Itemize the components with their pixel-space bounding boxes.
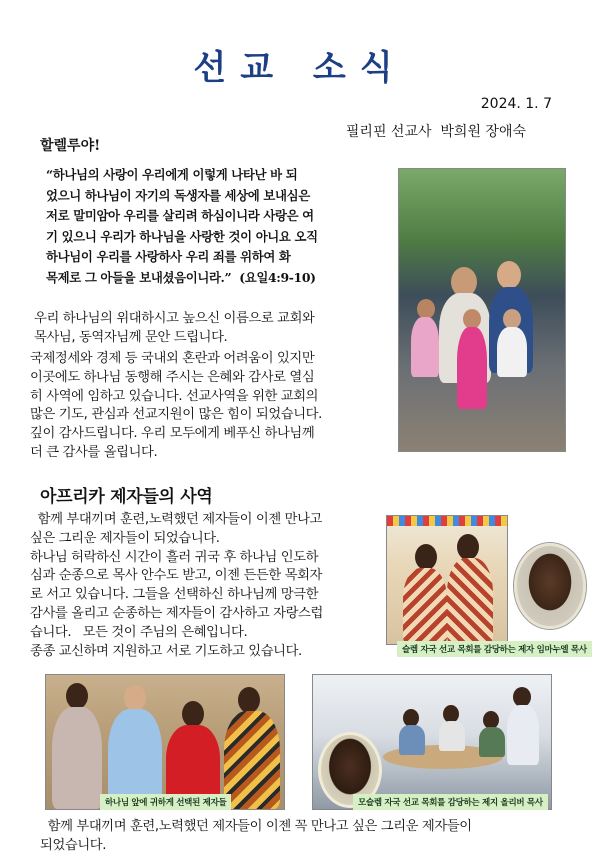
bible-verse: [46, 165, 386, 288]
verse-line: 하나님이 우리를 사랑하사 우리 죄를 위하여 화: [46, 249, 291, 264]
paragraph-line: 감사를 올리고 순종하는 제자들이 감사하고 자랑스럽: [30, 605, 323, 621]
closing-paragraph: [40, 818, 580, 856]
verse-line: 었으니 하나님이 자기의 독생자를 세상에 보내심은: [46, 187, 310, 203]
greeting-paragraph: [34, 310, 389, 348]
paragraph-line: 많은 기도, 관심과 선교지원이 많은 힘이 되었습니다.: [30, 407, 322, 423]
paragraph-line: 종종 교신하며 지원하고 서로 기도하고 있습니다.: [30, 643, 302, 659]
couple-photo: [386, 515, 508, 645]
section-title: 아프리카 제자들의 사역: [40, 487, 213, 507]
newsletter-date: 2024. 1. 7: [480, 96, 552, 112]
disciple-portrait: [514, 543, 586, 629]
verse-line: “하나님의 사랑이 우리에게 이렇게 나타난 바 되: [46, 167, 298, 182]
newsletter-title: 선교 소식: [193, 48, 407, 88]
paragraph-line: 싶은 그리운 제자들이 되었습니다.: [30, 530, 220, 546]
paragraph-line: 함께 부대끼며 훈련,노력했던 제자들이 이젠 만나고: [30, 512, 322, 527]
paragraph-line: 히 사역에 임하고 있습니다. 선교사역을 위한 교회의: [30, 388, 319, 404]
paragraph-line: 로 서고 있습니다. 그들을 선택하신 하나님께 망극한: [30, 587, 319, 603]
group-photo: [45, 674, 285, 810]
verse-line: 저로 말미암아 우리를 살리려 하심이니라 사랑은 여: [46, 208, 314, 223]
paragraph-line: 국제정세와 경제 등 국내외 혼란과 어려움이 있지만: [30, 351, 315, 366]
paragraph-line: 깊이 감사드립니다. 우리 모두에게 베푸신 하나님께: [30, 426, 315, 442]
paragraph-line: 하나님 허락하신 시간이 흘러 귀국 후 하나님 인도하: [30, 549, 319, 565]
greeting: 할렐루야!: [40, 138, 101, 154]
paragraph-line: 습니다. 모든 것이 주님의 은혜입니다.: [30, 624, 248, 640]
paragraph-line: 함께 부대끼며 훈련,노력했던 제자들이 이젠 꼭 만나고 싶은 그리운 제자들이: [40, 819, 472, 834]
caption-disciple: 슬렘 자국 선교 목회를 감당하는 제자 임마누엘 목사: [397, 641, 592, 657]
paragraph-line: 심과 순종으로 목사 안수도 받고, 이젠 든든한 목회자: [30, 568, 322, 584]
verse-line: 목제로 그 아들을 보내셨음이니라.” (요일4:9-10): [46, 269, 316, 285]
family-photo: [398, 168, 566, 452]
thanks-paragraph: [30, 350, 390, 463]
paragraph-line: 더 큰 감사를 올립니다.: [30, 444, 158, 460]
paragraph-line: 되었습니다.: [40, 837, 107, 853]
paragraph-line: 우리 하나님의 위대하시고 높으신 이름으로 교회와: [34, 311, 315, 326]
paragraph-line: 이곳에도 하나님 동행해 주시는 은혜와 감사로 열심: [30, 369, 315, 385]
paragraph-line: 목사님, 동역자님께 문안 드립니다.: [34, 329, 228, 345]
sender-line: 필리핀 선교사 박희원 장애숙: [345, 124, 526, 140]
africa-paragraph: [30, 511, 390, 661]
verse-line: 기 있으니 우리가 하나님을 사랑한 것이 아니요 오직: [46, 228, 318, 244]
caption-group: 하나님 앞에 귀하게 선택된 제자들: [100, 794, 231, 810]
verse-reference: (요일4:9-10): [239, 269, 316, 285]
caption-disciple-second: 모슬렘 자국 선교 목회를 감당하는 제지 올리버 목사: [353, 794, 548, 810]
